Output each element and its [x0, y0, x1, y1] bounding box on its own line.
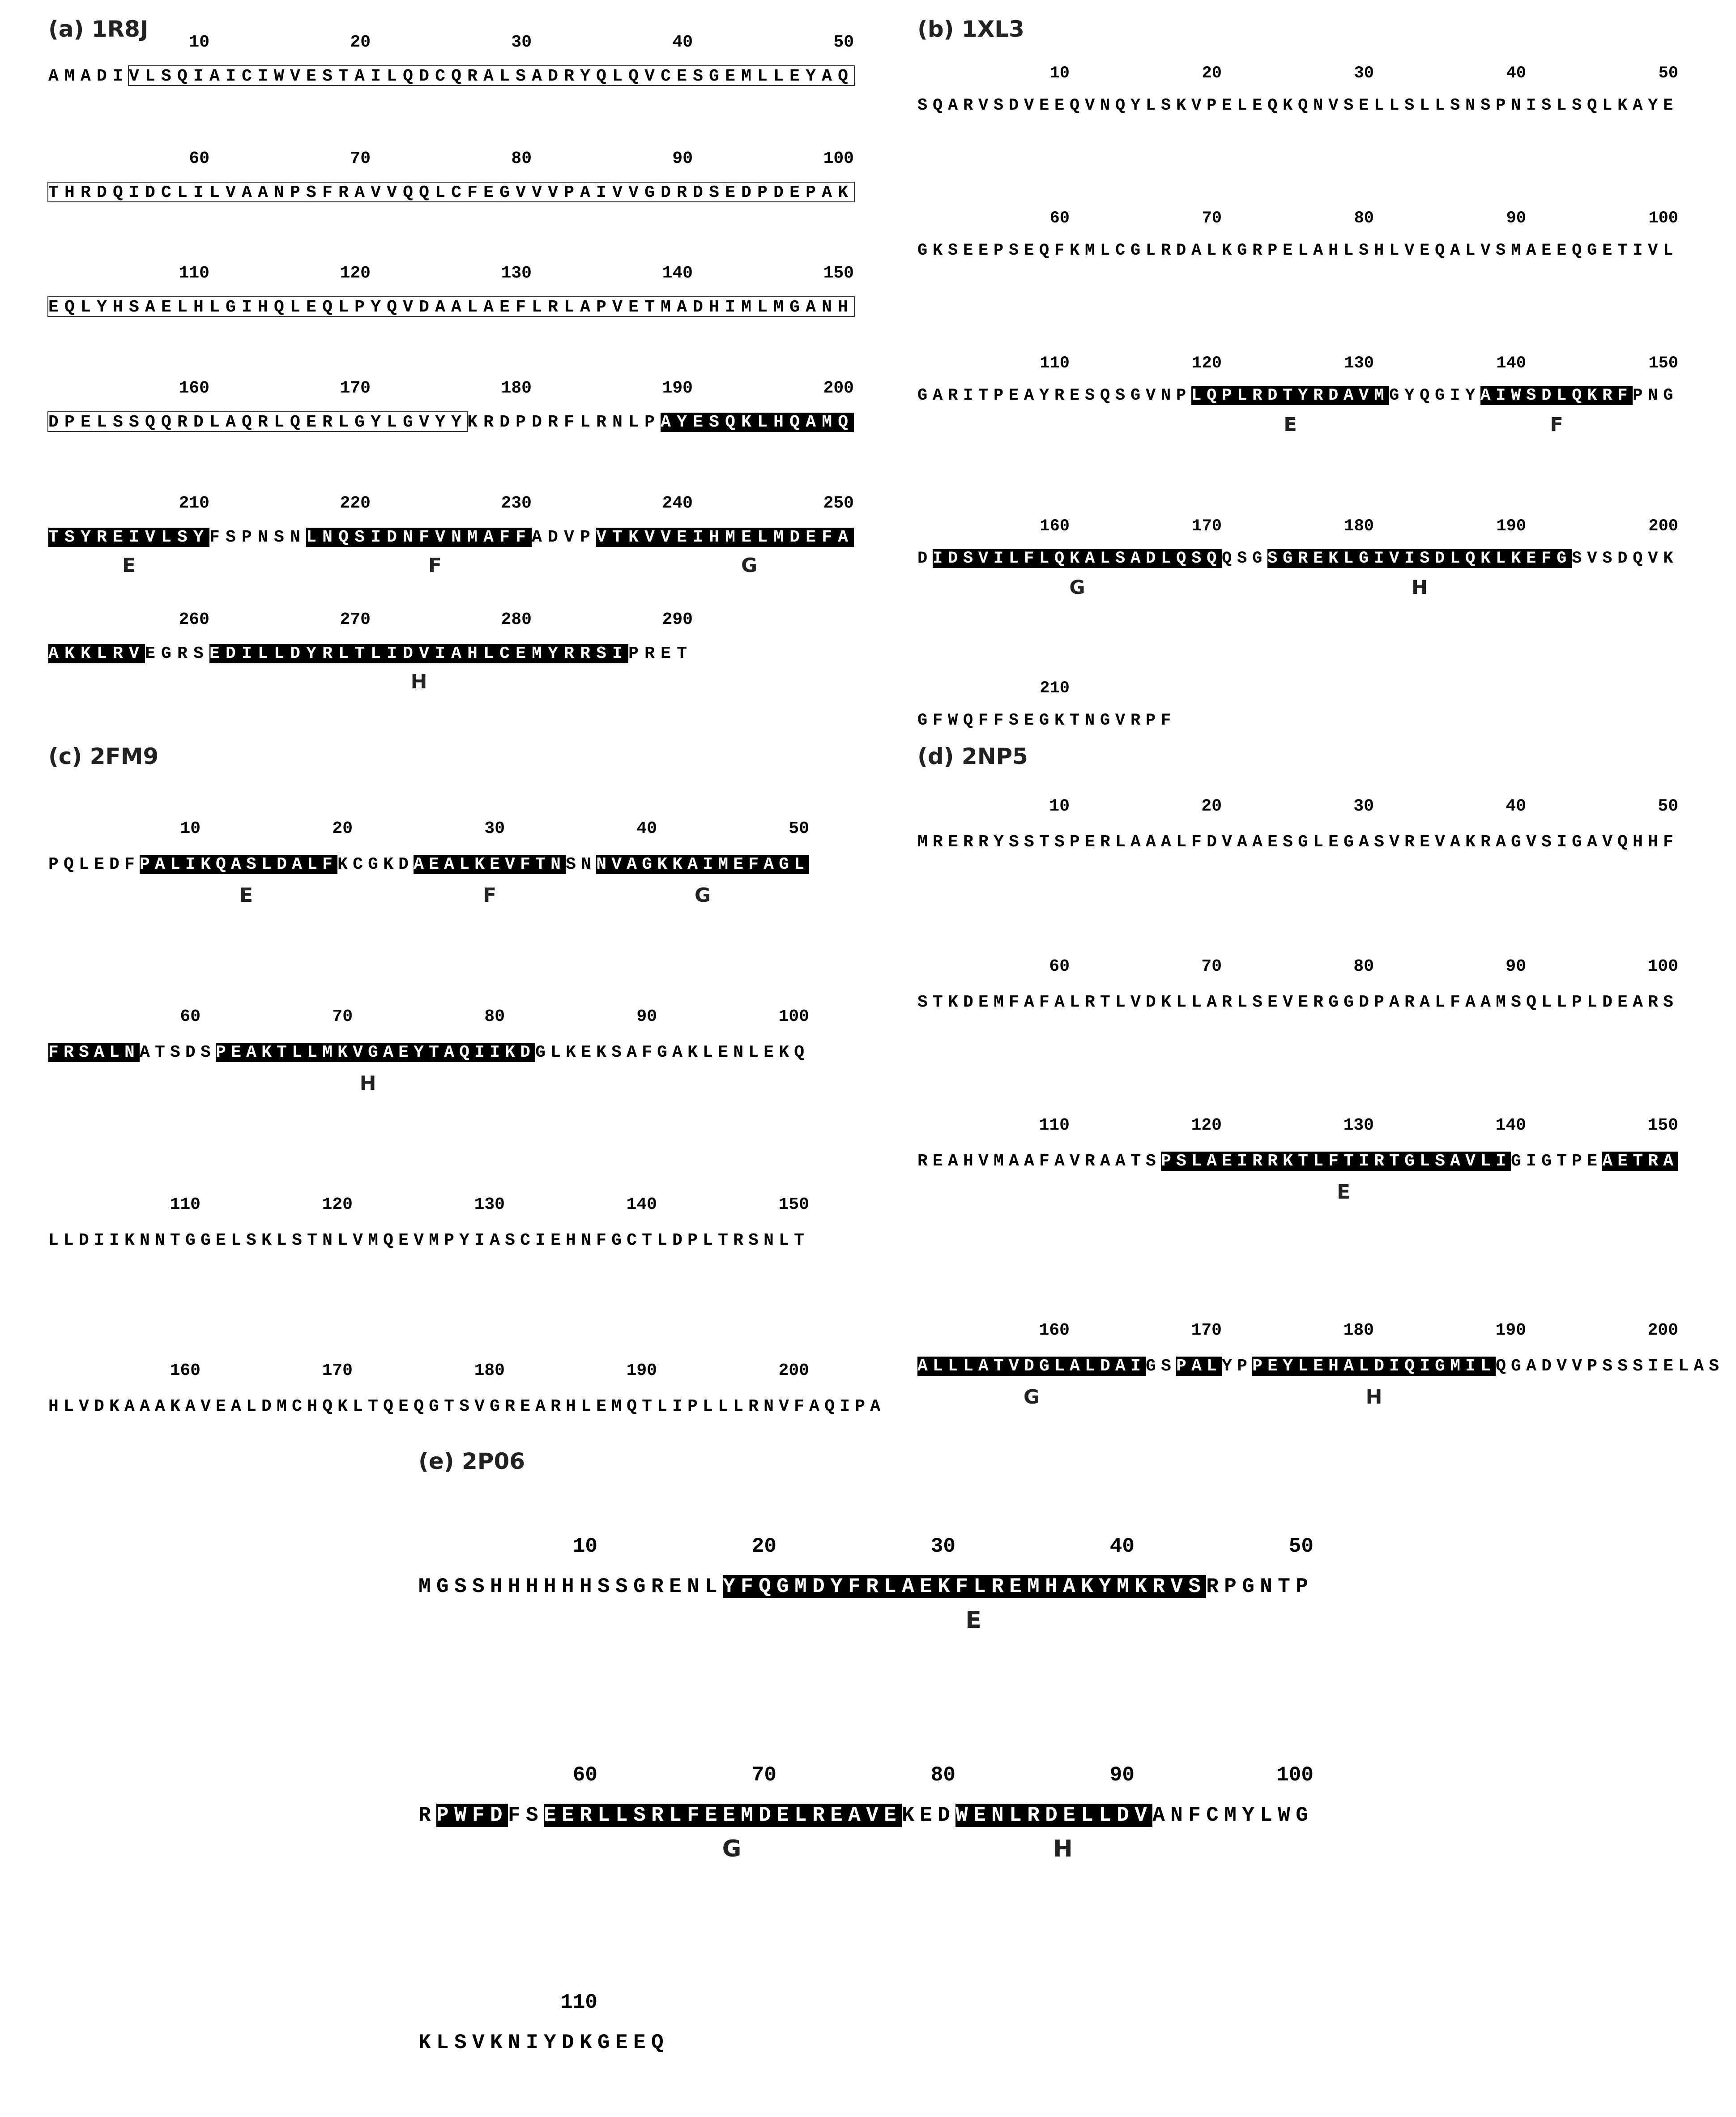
- panel-title: (d) 2NP5: [917, 743, 1028, 769]
- panel-title: (e) 2P06: [418, 1448, 525, 1474]
- position-number: 210: [179, 494, 209, 513]
- sequence-segment: GARITPEAYRESQSGVNP: [917, 386, 1192, 405]
- position-number: 50: [789, 819, 809, 838]
- sequence-segment: FSPNSN: [209, 528, 307, 547]
- helix-segment: YFQGMDYFRLAEKFLREMHAKYMKRVS: [723, 1575, 1207, 1598]
- sequence-segment: PRET: [628, 644, 693, 663]
- position-number: 40: [672, 33, 693, 52]
- helix-label: H: [410, 670, 427, 693]
- position-number: 80: [484, 1007, 505, 1026]
- helix-segment: AIWSDLQKRF: [1480, 386, 1633, 405]
- helix-label: E: [239, 884, 253, 907]
- position-number: 90: [672, 149, 693, 168]
- sequence-segment: SQARVSDVEEQVNQYLSKVPELEQKQNVSELLSLLSNSPNISLSQLKAYE: [917, 96, 1679, 115]
- position-number: 70: [751, 1763, 776, 1787]
- sequence-row: [917, 98, 1678, 114]
- sequence-row: [48, 1232, 809, 1249]
- sequence-segment: YP: [1222, 1357, 1253, 1376]
- helix-segment: LNQSIDNFVNMAFF: [306, 528, 532, 547]
- sequence-segment: LLDIIKNNTGGELSKLSTNLVMQEVMPYIASCIEHNFGCTLDPLTRSNLT: [48, 1231, 810, 1250]
- position-number: 100: [1276, 1763, 1314, 1787]
- sequence-segment: KLSVKNIYDKGEEQ: [418, 2031, 670, 2054]
- position-number: 10: [180, 819, 200, 838]
- sequence-row: [48, 856, 809, 873]
- sequence-segment: FS: [508, 1804, 544, 1827]
- position-number: 60: [572, 1763, 597, 1787]
- position-number: 130: [501, 264, 532, 283]
- helix-label: G: [741, 554, 758, 577]
- sequence-segment: EQLYHSAELHLGIHQLEQLPYQVDAALAEFLRLAPVETMADHIMLMGANH: [48, 298, 854, 317]
- helix-label: H: [1412, 576, 1428, 599]
- helix-segment: AETRA: [1602, 1152, 1679, 1171]
- helix-label: F: [428, 554, 442, 577]
- position-number: 20: [751, 1535, 776, 1558]
- position-number: 40: [1506, 64, 1526, 83]
- position-number: 160: [1039, 1321, 1070, 1340]
- position-number: 190: [1495, 1321, 1526, 1340]
- sequence-segment: GS: [1146, 1357, 1177, 1376]
- position-number: 60: [189, 149, 209, 168]
- position-number: 70: [1202, 209, 1222, 228]
- sequence-segment: PQLEDF: [48, 855, 140, 874]
- helix-segment: EERLLSRLFEEMDELREAVE: [544, 1804, 902, 1827]
- position-number: 10: [1049, 64, 1070, 83]
- sequence-row: [917, 551, 1678, 567]
- sequence-row: [418, 1805, 1314, 1826]
- sequence-row: [48, 645, 693, 662]
- sequence-segment: GKSEEPSEQFKMLCGLRDALKGRPELAHLSHLVEQALVSMAEEQGETIVL: [917, 241, 1679, 260]
- sequence-segment: ATSDS: [140, 1043, 216, 1062]
- sequence-segment: PNG: [1633, 386, 1679, 405]
- position-number: 20: [1202, 64, 1222, 83]
- helix-segment: PWFD: [436, 1804, 508, 1827]
- sequence-segment: REAHVMAAFAVRAATS: [917, 1152, 1161, 1171]
- helix-label: E: [1284, 414, 1297, 436]
- sequence-row: [917, 1358, 1724, 1375]
- sequence-segment: GYQGIY: [1389, 386, 1481, 405]
- position-number: 80: [1354, 209, 1374, 228]
- helix-label: E: [1336, 1181, 1351, 1204]
- sequence-segment: KCGKD: [337, 855, 414, 874]
- position-number: 110: [179, 264, 209, 283]
- helix-segment: LQPLRDTYRDAVM: [1191, 386, 1390, 405]
- sequence-segment: MRERRYSSTSPERLAAALFDVAAESGLEGASVREVAKRAGVSIGAVQHHF: [917, 832, 1679, 852]
- position-number: 80: [511, 149, 532, 168]
- position-number: 10: [1049, 797, 1070, 816]
- sequence-segment: GIGTPE: [1511, 1152, 1603, 1171]
- position-number: 270: [340, 610, 371, 629]
- sequence-row: [48, 529, 854, 546]
- position-number: 180: [1344, 517, 1374, 536]
- position-number: 150: [823, 264, 854, 283]
- position-number: 20: [332, 819, 353, 838]
- position-number: 170: [340, 379, 371, 398]
- position-number: 190: [662, 379, 693, 398]
- helix-label: E: [122, 554, 136, 577]
- sequence-segment: KED: [902, 1804, 956, 1827]
- position-number: 160: [1040, 517, 1070, 536]
- sequence-segment: HLVDKAAAKAVEALDMCHQKLTQEQGTSVGREARHLEMQTLIPLLLRNVFAQIPA: [48, 1397, 886, 1416]
- sequence-segment: MGSSHHHHHHSSGRENL: [418, 1575, 723, 1598]
- helix-segment: IDSVILFLQKALSADLQSQ: [933, 549, 1222, 568]
- sequence-segment: SVSDQVK: [1572, 549, 1679, 568]
- position-number: 40: [636, 819, 657, 838]
- position-number: 70: [1201, 957, 1222, 976]
- panel-title: (b) 1XL3: [917, 16, 1024, 42]
- sequence-row: [917, 1153, 1678, 1170]
- helix-segment: TSYREIVLSY: [48, 528, 210, 547]
- position-number: 250: [823, 494, 854, 513]
- position-number: 240: [662, 494, 693, 513]
- position-number: 40: [1109, 1535, 1135, 1558]
- sequence-segment: SN: [566, 855, 597, 874]
- helix-segment: VTKVVEIHMELMDEFA: [596, 528, 854, 547]
- position-number: 60: [1049, 957, 1070, 976]
- position-number: 210: [1040, 679, 1070, 698]
- helix-label: E: [965, 1607, 981, 1634]
- position-number: 120: [322, 1195, 353, 1214]
- position-number: 110: [1040, 354, 1070, 373]
- position-number: 30: [930, 1535, 955, 1558]
- position-number: 80: [1353, 957, 1374, 976]
- position-number: 60: [1049, 209, 1070, 228]
- sequence-row: [48, 184, 854, 201]
- position-number: 160: [170, 1361, 200, 1380]
- position-number: 140: [626, 1195, 657, 1214]
- position-number: 90: [1109, 1763, 1135, 1787]
- position-number: 230: [501, 494, 532, 513]
- panel-title: (a) 1R8J: [48, 16, 149, 42]
- position-number: 190: [626, 1361, 657, 1380]
- position-number: 30: [484, 819, 505, 838]
- position-number: 10: [189, 33, 209, 52]
- helix-label: F: [482, 884, 497, 907]
- position-number: 150: [778, 1195, 809, 1214]
- position-number: 100: [1648, 209, 1678, 228]
- position-number: 50: [1658, 64, 1678, 83]
- position-number: 160: [179, 379, 209, 398]
- sequence-segment: GLKEKSAFGAKLENLEKQ: [535, 1043, 810, 1062]
- position-number: 180: [1343, 1321, 1374, 1340]
- position-number: 200: [823, 379, 854, 398]
- position-number: 70: [350, 149, 371, 168]
- sequence-segment: RPGNTP: [1206, 1575, 1314, 1598]
- position-number: 140: [662, 264, 693, 283]
- position-number: 90: [636, 1007, 657, 1026]
- sequence-row: [418, 2032, 669, 2053]
- helix-label: G: [722, 1835, 742, 1862]
- helix-label: G: [694, 884, 711, 907]
- sequence-segment: THRDQIDCLILVAANPSFRAVVQQLCFEGVVVPAIVVGDRDSEDPDEPAK: [48, 183, 854, 202]
- position-number: 20: [1201, 797, 1222, 816]
- position-number: 120: [1191, 1116, 1222, 1135]
- position-number: 110: [560, 1991, 597, 2014]
- position-number: 200: [1648, 517, 1678, 536]
- sequence-row: [917, 994, 1678, 1011]
- position-number: 50: [1288, 1535, 1314, 1558]
- position-number: 170: [322, 1361, 353, 1380]
- position-number: 290: [662, 610, 693, 629]
- position-number: 90: [1506, 957, 1526, 976]
- sequence-row: [48, 299, 854, 316]
- sequence-segment: STKDEMFAFALRTLVDKLLARLSEVERGGDPARALFAAMSQLLPLDEARS: [917, 993, 1679, 1012]
- position-number: 180: [474, 1361, 505, 1380]
- position-number: 60: [180, 1007, 200, 1026]
- sequence-row: [48, 1398, 885, 1415]
- sequence-row: [418, 1576, 1314, 1597]
- position-number: 10: [572, 1535, 597, 1558]
- helix-segment: WENLRDELLDV: [955, 1804, 1153, 1827]
- helix-segment: ALLLATVDGLALDAI: [917, 1357, 1146, 1376]
- position-number: 260: [179, 610, 209, 629]
- position-number: 150: [1648, 354, 1678, 373]
- sequence-segment: AMADIVLSQIAICIWVESTAILQDCQRALSADRYQLQVCESGEMLLEYAQ: [48, 67, 854, 86]
- position-number: 80: [930, 1763, 955, 1787]
- helix-segment: PEYLEHALDIQIGMIL: [1252, 1357, 1496, 1376]
- helix-segment: AYESQKLHQAMQ: [661, 413, 854, 432]
- sequence-row: [917, 834, 1678, 851]
- sequence-segment: QGADVVPSSSIELAS: [1496, 1357, 1724, 1376]
- sequence-row: [48, 68, 854, 85]
- helix-label: H: [1053, 1835, 1073, 1862]
- sequence-segment: DPELSSQQRDLAQRLQERLGYLGVYYKRDPDRFLRNLP: [48, 413, 661, 432]
- position-number: 280: [501, 610, 532, 629]
- helix-segment: AKKLRV: [48, 644, 145, 663]
- position-number: 170: [1192, 517, 1222, 536]
- sequence-segment: GFWQFFSEGKTNGVRPF: [917, 711, 1177, 730]
- helix-label: G: [1069, 576, 1085, 599]
- position-number: 130: [1343, 1116, 1374, 1135]
- position-number: 30: [511, 33, 532, 52]
- position-number: 50: [1658, 797, 1678, 816]
- sequence-row: [48, 1044, 809, 1061]
- sequence-segment: EGRS: [145, 644, 210, 663]
- sequence-row: [917, 243, 1678, 259]
- position-number: 220: [340, 494, 371, 513]
- helix-label: H: [359, 1072, 376, 1095]
- position-number: 150: [1647, 1116, 1678, 1135]
- helix-label: H: [1365, 1386, 1382, 1408]
- position-number: 110: [1039, 1116, 1070, 1135]
- sequence-segment: D: [917, 549, 933, 568]
- position-number: 40: [1506, 797, 1526, 816]
- helix-segment: SGREKLGIVISDLQKLKEFG: [1267, 549, 1572, 568]
- sequence-row: [917, 388, 1678, 404]
- position-number: 70: [332, 1007, 353, 1026]
- position-number: 140: [1496, 354, 1526, 373]
- helix-segment: AEALKEVFTN: [414, 855, 566, 874]
- position-number: 180: [501, 379, 532, 398]
- sequence-row: [917, 713, 1176, 729]
- position-number: 200: [778, 1361, 809, 1380]
- sequence-segment: ADVP: [532, 528, 597, 547]
- helix-segment: PEAKTLLMKVGAEYTAQIIKD: [216, 1043, 536, 1062]
- position-number: 30: [1353, 797, 1374, 816]
- position-number: 90: [1506, 209, 1526, 228]
- position-number: 100: [823, 149, 854, 168]
- helix-segment: NVAGKKAIMEFAGL: [596, 855, 810, 874]
- position-number: 140: [1495, 1116, 1526, 1135]
- position-number: 110: [170, 1195, 200, 1214]
- sequence-row: [48, 414, 854, 431]
- position-number: 130: [474, 1195, 505, 1214]
- helix-label: F: [1550, 414, 1563, 436]
- position-number: 120: [1192, 354, 1222, 373]
- helix-segment: FRSALN: [48, 1043, 140, 1062]
- position-number: 50: [833, 33, 854, 52]
- position-number: 120: [340, 264, 371, 283]
- panel-title: (c) 2FM9: [48, 743, 159, 769]
- sequence-segment: QSG: [1222, 549, 1268, 568]
- position-number: 30: [1354, 64, 1374, 83]
- position-number: 130: [1344, 354, 1374, 373]
- sequence-segment: ANFCMYLWG: [1152, 1804, 1314, 1827]
- position-number: 170: [1191, 1321, 1222, 1340]
- position-number: 20: [350, 33, 371, 52]
- sequence-segment: R: [418, 1804, 437, 1827]
- position-number: 100: [778, 1007, 809, 1026]
- helix-segment: PSLAEIRRKTLFTIRTGLSAVLI: [1161, 1152, 1511, 1171]
- position-number: 190: [1496, 517, 1526, 536]
- helix-segment: EDILLDYRLTLIDVIAHLCEMYRRSI: [209, 644, 629, 663]
- position-number: 100: [1647, 957, 1678, 976]
- helix-segment: PALIKQASLDALF: [140, 855, 338, 874]
- position-number: 200: [1647, 1321, 1678, 1340]
- helix-segment: PAL: [1176, 1357, 1222, 1376]
- helix-label: G: [1023, 1386, 1040, 1408]
